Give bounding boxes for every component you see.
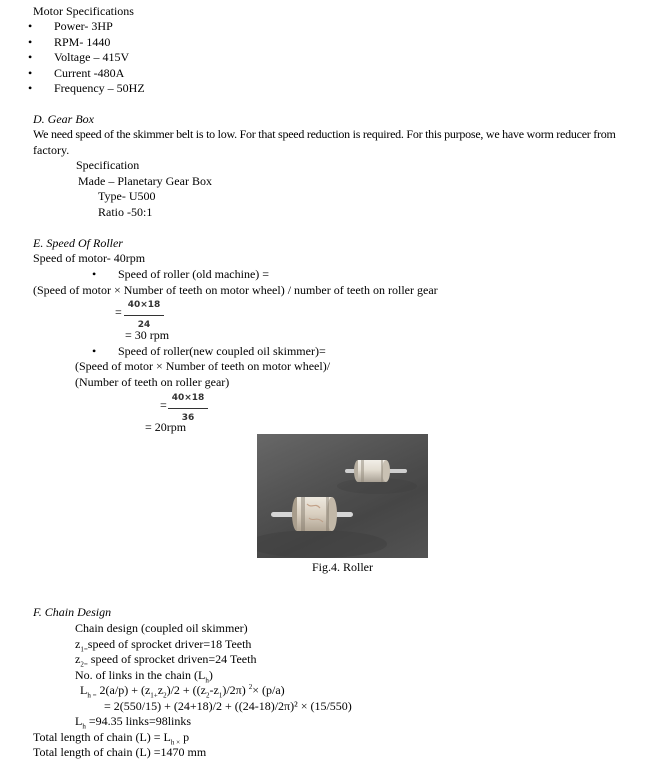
formula-part1: 2(a/p) + (z bbox=[96, 683, 151, 697]
result-text: =94.35 links=98links bbox=[85, 714, 192, 728]
gearbox-paragraph-line1: We need speed of the skimmer belt is to low. For that speed reduction is required. For this purpose, we have worm reducer from bbox=[33, 127, 616, 141]
links-label-close: ) bbox=[208, 668, 213, 682]
formula-sup: 2 bbox=[248, 683, 253, 691]
roller-photo-image bbox=[257, 434, 428, 558]
z2-subscript: 2= bbox=[80, 660, 88, 669]
new-equals-sign: = bbox=[160, 398, 167, 412]
new-roller-result: = 20rpm bbox=[145, 420, 187, 434]
new-roller-formula-line2: (Number of teeth on roller gear) bbox=[75, 375, 230, 389]
formula-part4: -z bbox=[209, 683, 219, 697]
sprocket-driven-line bbox=[75, 652, 256, 667]
total-length-p: p bbox=[180, 730, 190, 744]
gearbox-made: Made – Planetary Gear Box bbox=[78, 174, 212, 188]
formula-sub4: 1 bbox=[218, 691, 223, 700]
new-roller-formula-line1: (Speed of motor × Number of teeth on motor wheel)/ bbox=[75, 359, 331, 373]
sprocket-driver-line bbox=[75, 637, 251, 652]
old-equals-sign: = bbox=[115, 305, 122, 319]
formula-L: L bbox=[80, 683, 88, 697]
motor-spec-current: • Current -480A bbox=[54, 66, 124, 81]
motor-speed: Speed of motor- 40rpm bbox=[33, 251, 146, 265]
result-L: L bbox=[75, 714, 83, 728]
motor-spec-voltage: • Voltage – 415V bbox=[54, 50, 129, 65]
gearbox-heading: D. Gear Box bbox=[33, 112, 94, 126]
z2-symbol: z bbox=[75, 652, 81, 666]
roller-heading: E. Speed Of Roller bbox=[33, 236, 123, 250]
formula-part5: )/2π) bbox=[222, 683, 249, 697]
result-L-sub: h bbox=[82, 722, 86, 731]
gearbox-ratio: Ratio -50:1 bbox=[98, 205, 153, 219]
old-roller-formula: (Speed of motor × Number of teeth on motor wheel) / number of teeth on roller gear bbox=[33, 283, 438, 297]
gearbox-spec-label: Specification bbox=[76, 158, 140, 172]
z2-text: speed of sprocket driven=24 Teeth bbox=[87, 652, 257, 666]
links-label bbox=[75, 668, 213, 683]
links-label-subscript: h bbox=[205, 676, 209, 685]
new-fraction-numerator: 40×18 bbox=[171, 393, 205, 403]
old-roller-speed-label: • Speed of roller (old machine) = bbox=[118, 267, 269, 282]
links-label-text: No. of links in the chain (L bbox=[75, 668, 206, 682]
z1-symbol: z bbox=[75, 637, 81, 651]
links-calculation: = 2(550/15) + (24+18)/2 + ((24-18)/2π)² × (15/550) bbox=[104, 699, 352, 713]
total-length-formula bbox=[33, 730, 189, 745]
motor-spec-frequency: • Frequency – 50HZ bbox=[54, 81, 145, 96]
chain-design-line: Chain design (coupled oil skimmer) bbox=[75, 621, 248, 635]
formula-sub1: 1+ bbox=[150, 691, 158, 700]
old-fraction-denominator: 24 bbox=[137, 320, 151, 331]
roller-photo bbox=[257, 434, 428, 558]
old-roller-result: = 30 rpm bbox=[125, 328, 170, 342]
links-result bbox=[75, 714, 191, 729]
total-length-sub: h × bbox=[170, 738, 181, 747]
motor-spec-heading: Motor Specifications bbox=[33, 4, 134, 18]
formula-part3: )/2 + ((z bbox=[166, 683, 206, 697]
old-fraction-numerator: 40×18 bbox=[127, 300, 161, 310]
links-formula bbox=[80, 683, 285, 698]
figure-caption: Fig.4. Roller bbox=[311, 560, 373, 574]
new-fraction-denominator: 36 bbox=[181, 413, 195, 424]
formula-L-sub: h = bbox=[87, 691, 97, 700]
gearbox-paragraph-line2: factory. bbox=[33, 143, 70, 157]
total-length-result: Total length of chain (L) =1470 mm bbox=[33, 745, 207, 759]
formula-sub2: 2 bbox=[163, 691, 167, 700]
new-roller-speed-label: • Speed of roller(new coupled oil skimmer)= bbox=[118, 344, 326, 359]
gearbox-type: Type- U500 bbox=[98, 189, 156, 203]
z1-text: speed of sprocket driver=18 Teeth bbox=[87, 637, 252, 651]
z1-subscript: 1= bbox=[80, 645, 88, 654]
formula-part2: z bbox=[157, 683, 164, 697]
total-length-text: Total length of chain (L) = L bbox=[33, 730, 171, 744]
motor-spec-power: • Power- 3HP bbox=[54, 19, 113, 34]
chain-heading: F. Chain Design bbox=[33, 605, 112, 619]
motor-spec-rpm: • RPM- 1440 bbox=[54, 35, 110, 50]
formula-sub3: 2 bbox=[206, 691, 210, 700]
formula-part6: × (p/a) bbox=[252, 683, 285, 697]
